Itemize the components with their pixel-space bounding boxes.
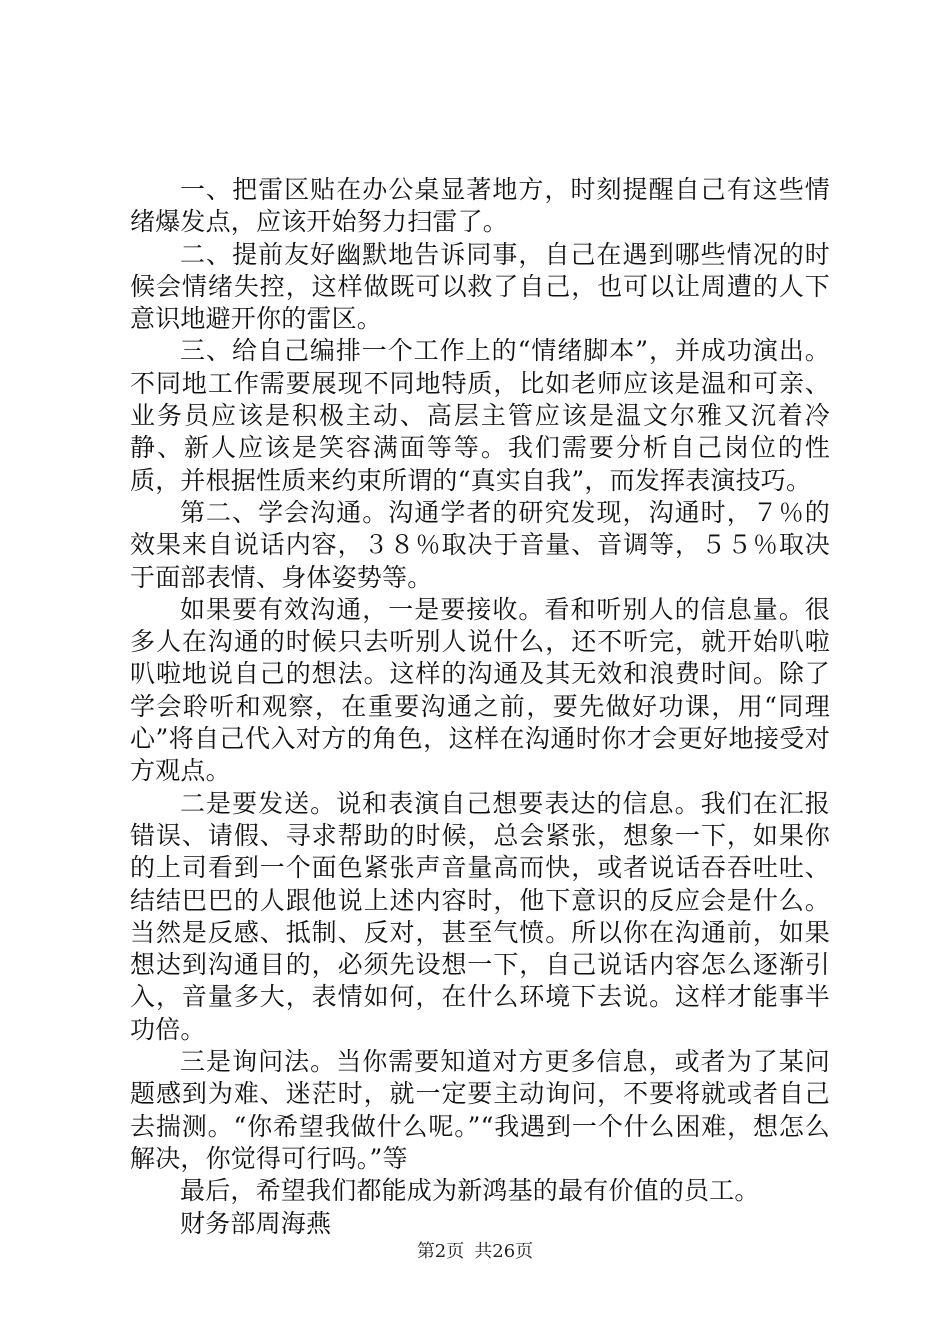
paragraph-2: 二、提前友好幽默地告诉同事，自己在遇到哪些情况的时候会情绪失控，这样做既可以救了自己，也可以让周遭的人下意识地避开你的雷区。 bbox=[130, 239, 830, 334]
paragraph-3: 三、给自己编排一个工作上的“情绪脚本”，并成功演出。不同地工作需要展现不同地特质，比如老师应该是温和可亲、业务员应该是积极主动、高层主管应该是温文尔雅又沉着冷静、新人应该是笑容满面等等。我们需要分析自己岗位的性质，并根据性质来约束所谓的“真实自我”，而发挥表演技巧。 bbox=[130, 336, 830, 495]
page-total: 共26页 bbox=[474, 1241, 534, 1262]
page-number: 第2页 bbox=[416, 1241, 465, 1262]
signature-line: 财务部周海燕 bbox=[180, 1208, 332, 1238]
paragraph-8: 最后，希望我们都能成为新鸿基的最有价值的员工。 bbox=[180, 1176, 760, 1206]
paragraph-4: 第二、学会沟通。沟通学者的研究发现，沟通时，７％的效果来自说话内容，３８％取决于音量、音调等，５５％取决于面部表情、身体姿势等。 bbox=[130, 497, 830, 592]
paragraph-5: 如果要有效沟通，一是要接收。看和听别人的信息量。很多人在沟通的时候只去听别人说什么，还不听完，就开始叭啦叭啦地说自己的想法。这样的沟通及其无效和浪费时间。除了学会聆听和观察，在重要沟通之前，要先做好功课，用“同理心”将自己代入对方的角色，这样在沟通时你才会更好地接受对方观点。 bbox=[130, 594, 830, 786]
paragraph-1: 一、把雷区贴在办公桌显著地方，时刻提醒自己有这些情绪爆发点，应该开始努力扫雷了。 bbox=[130, 175, 830, 237]
paragraph-7: 三是询问法。当你需要知道对方更多信息，或者为了某问题感到为难、迷茫时，就一定要主动询问，不要将就或者自己去揣测。“你希望我做什么呢。”“我遇到一个什么困难，想怎么解决，你觉得可行吗。”等 bbox=[130, 1047, 830, 1173]
document-body bbox=[130, 174, 830, 1240]
page-footer bbox=[0, 1240, 950, 1264]
paragraph-6: 二是要发送。说和表演自己想要表达的信息。我们在汇报错误、请假、寻求帮助的时候，总会紧张，想象一下，如果你的上司看到一个面色紧张声音量高而快，或者说话吞吞吐吐、结结巴巴的人跟他说上述内容时，他下意识的反应会是什么。当然是反感、抵制、反对，甚至气愤。所以你在沟通前，如果想达到沟通目的，必须先设想一下，自己说话内容怎么逐渐引入，音量多大，表情如何，在什么环境下去说。这样才能事半功倍。 bbox=[130, 788, 830, 1044]
